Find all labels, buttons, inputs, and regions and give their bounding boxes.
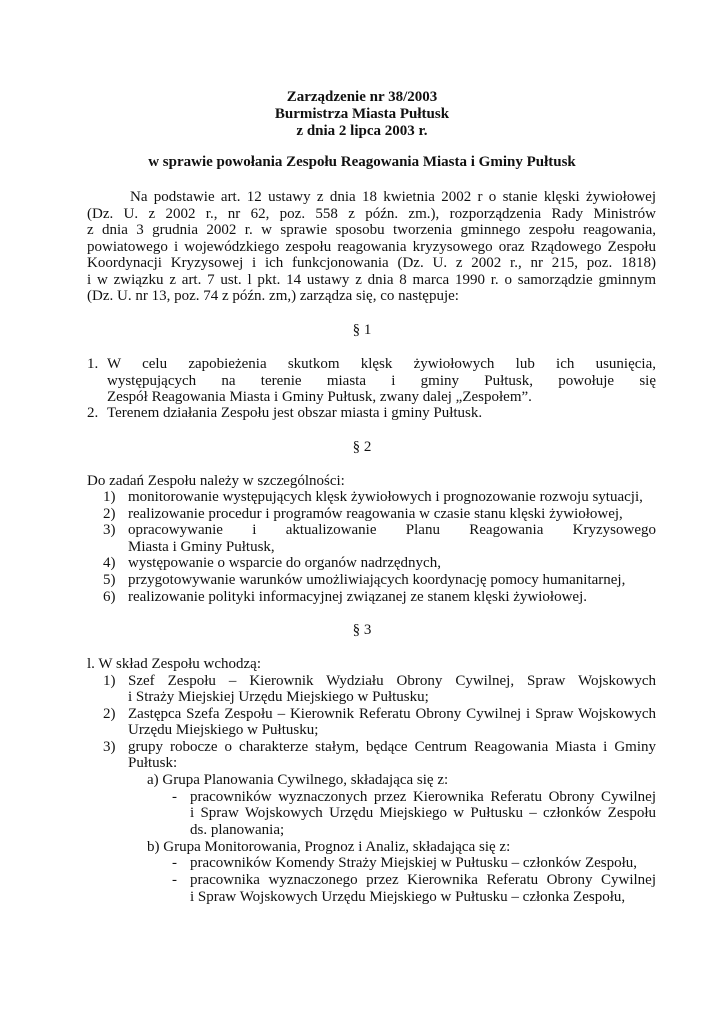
item-line: przygotowywanie warunków umożliwiających koordynację pomocy humanitarnej, (128, 572, 626, 588)
document-title: Zarządzenie nr 38/2003 (286, 89, 438, 105)
bullet-line: i Spraw Wojskowych Urzędu Miejskiego w Pułtusku – członka Zespołu, (190, 889, 626, 905)
bullet-line: i Spraw Wojskowych Urzędu Miejskiego w Pułtusku – członków Zespołu (190, 805, 656, 821)
preamble-line: Koordynacji Kryzysowej i ich funkcjonowania (Dz. U. z 2002 r., nr 215, poz. 1818) (87, 255, 656, 271)
preamble-line: z dnia 3 grudnia 2002 r. w sprawie sposobu tworzenia gminnego zespołu reagowania, (87, 222, 656, 238)
section-heading-2: § 2 (352, 439, 372, 455)
item-line: W celu zapobieżenia skutkom klęsk żywiołowych lub ich usunięcia, (107, 356, 656, 372)
preamble-line: (Dz. U. z 2002 r., nr 62, poz. 558 z późn. zm.), rozporządzenia Rady Ministrów (87, 206, 656, 222)
section-intro: l. W skład Zespołu wchodzą: (87, 656, 261, 672)
bullet-dash: - (172, 872, 177, 888)
bullet-dash: - (172, 855, 177, 871)
item-number: 1) (103, 489, 116, 505)
item-number: 1) (103, 673, 116, 689)
item-line: realizowanie procedur i programów reagowania w czasie stanu klęski żywiołowej, (128, 506, 623, 522)
item-number: 4) (103, 555, 116, 571)
item-line: i Straży Miejskiej Urzędu Miejskiego w Pułtusku; (128, 689, 429, 705)
item-number: 2. (87, 405, 99, 421)
item-line: Terenem działania Zespołu jest obszar miasta i gminy Pułtusk. (107, 405, 483, 421)
document-date: z dnia 2 lipca 2003 r. (296, 123, 428, 139)
preamble-line: powiatowego i wojewódzkiego zespołu reagowania kryzysowego oraz Rządowego Zespołu (87, 239, 656, 255)
item-number: 6) (103, 589, 116, 605)
bullet-dash: - (172, 789, 177, 805)
preamble-line: (Dz. U. nr 13, poz. 74 z późn. zm,) zarządza się, co następuje: (87, 288, 459, 304)
item-number: 2) (103, 706, 116, 722)
item-line: Miasta i Gminy Pułtusk, (128, 539, 275, 555)
item-line: Zespół Reagowania Miasta i Gminy Pułtusk, zwany dalej „Zespołem”. (107, 389, 532, 405)
item-line: Pułtusk: (128, 755, 178, 771)
bullet-line: pracowników wyznaczonych przez Kierownika Referatu Obrony Cywilnej (190, 789, 656, 805)
group-label: a) Grupa Planowania Cywilnego, składająca się z: (147, 772, 449, 788)
bullet-line: pracowników Komendy Straży Miejskiej w Pułtusku – członków Zespołu, (190, 855, 638, 871)
item-number: 2) (103, 506, 116, 522)
preamble-line: Na podstawie art. 12 ustawy z dnia 18 kwietnia 2002 r o stanie klęski żywiołowej (130, 189, 656, 205)
bullet-line: pracownika wyznaczonego przez Kierownika Referatu Obrony Cywilnej (190, 872, 656, 888)
item-line: realizowanie polityki informacyjnej związanej ze stanem klęski żywiołowej. (128, 589, 587, 605)
item-line: grupy robocze o charakterze stałym, będące Centrum Reagowania Miasta i Gminy (128, 739, 656, 755)
preamble-line: i w związku z art. 7 ust. l pkt. 14 ustawy z dnia 8 marca 1990 r. o samorządzie gminnym (87, 272, 656, 288)
item-line: Urzędu Miejskiego w Pułtusku; (128, 722, 319, 738)
item-line: Zastępca Szefa Zespołu – Kierownik Referatu Obrony Cywilnej i Spraw Wojskowych (128, 706, 656, 722)
item-line: występowanie o wsparcie do organów nadrzędnych, (128, 555, 441, 571)
item-line: monitorowanie występujących klęsk żywiołowych i prognozowanie rozwoju sytuacji, (128, 489, 643, 505)
section-heading-1: § 1 (352, 322, 372, 338)
item-line: Szef Zespołu – Kierownik Wydziału Obrony Cywilnej, Spraw Wojskowych (128, 673, 656, 689)
section-heading-3: § 3 (352, 622, 372, 638)
item-number: 1. (87, 356, 99, 372)
section-intro: Do zadań Zespołu należy w szczególności: (87, 473, 345, 489)
document-issuer: Burmistrza Miasta Pułtusk (274, 106, 450, 122)
item-number: 5) (103, 572, 116, 588)
document-subject: w sprawie powołania Zespołu Reagowania Miasta i Gminy Pułtusk (148, 154, 576, 170)
item-line: występujących na terenie miasta i gminy Pułtusk, powołuje się (107, 373, 656, 389)
group-label: b) Grupa Monitorowania, Prognoz i Analiz, składająca się z: (147, 839, 511, 855)
item-number: 3) (103, 522, 116, 538)
bullet-line: ds. planowania; (190, 822, 285, 838)
item-number: 3) (103, 739, 116, 755)
item-line: opracowywanie i aktualizowanie Planu Reagowania Kryzysowego (128, 522, 656, 538)
